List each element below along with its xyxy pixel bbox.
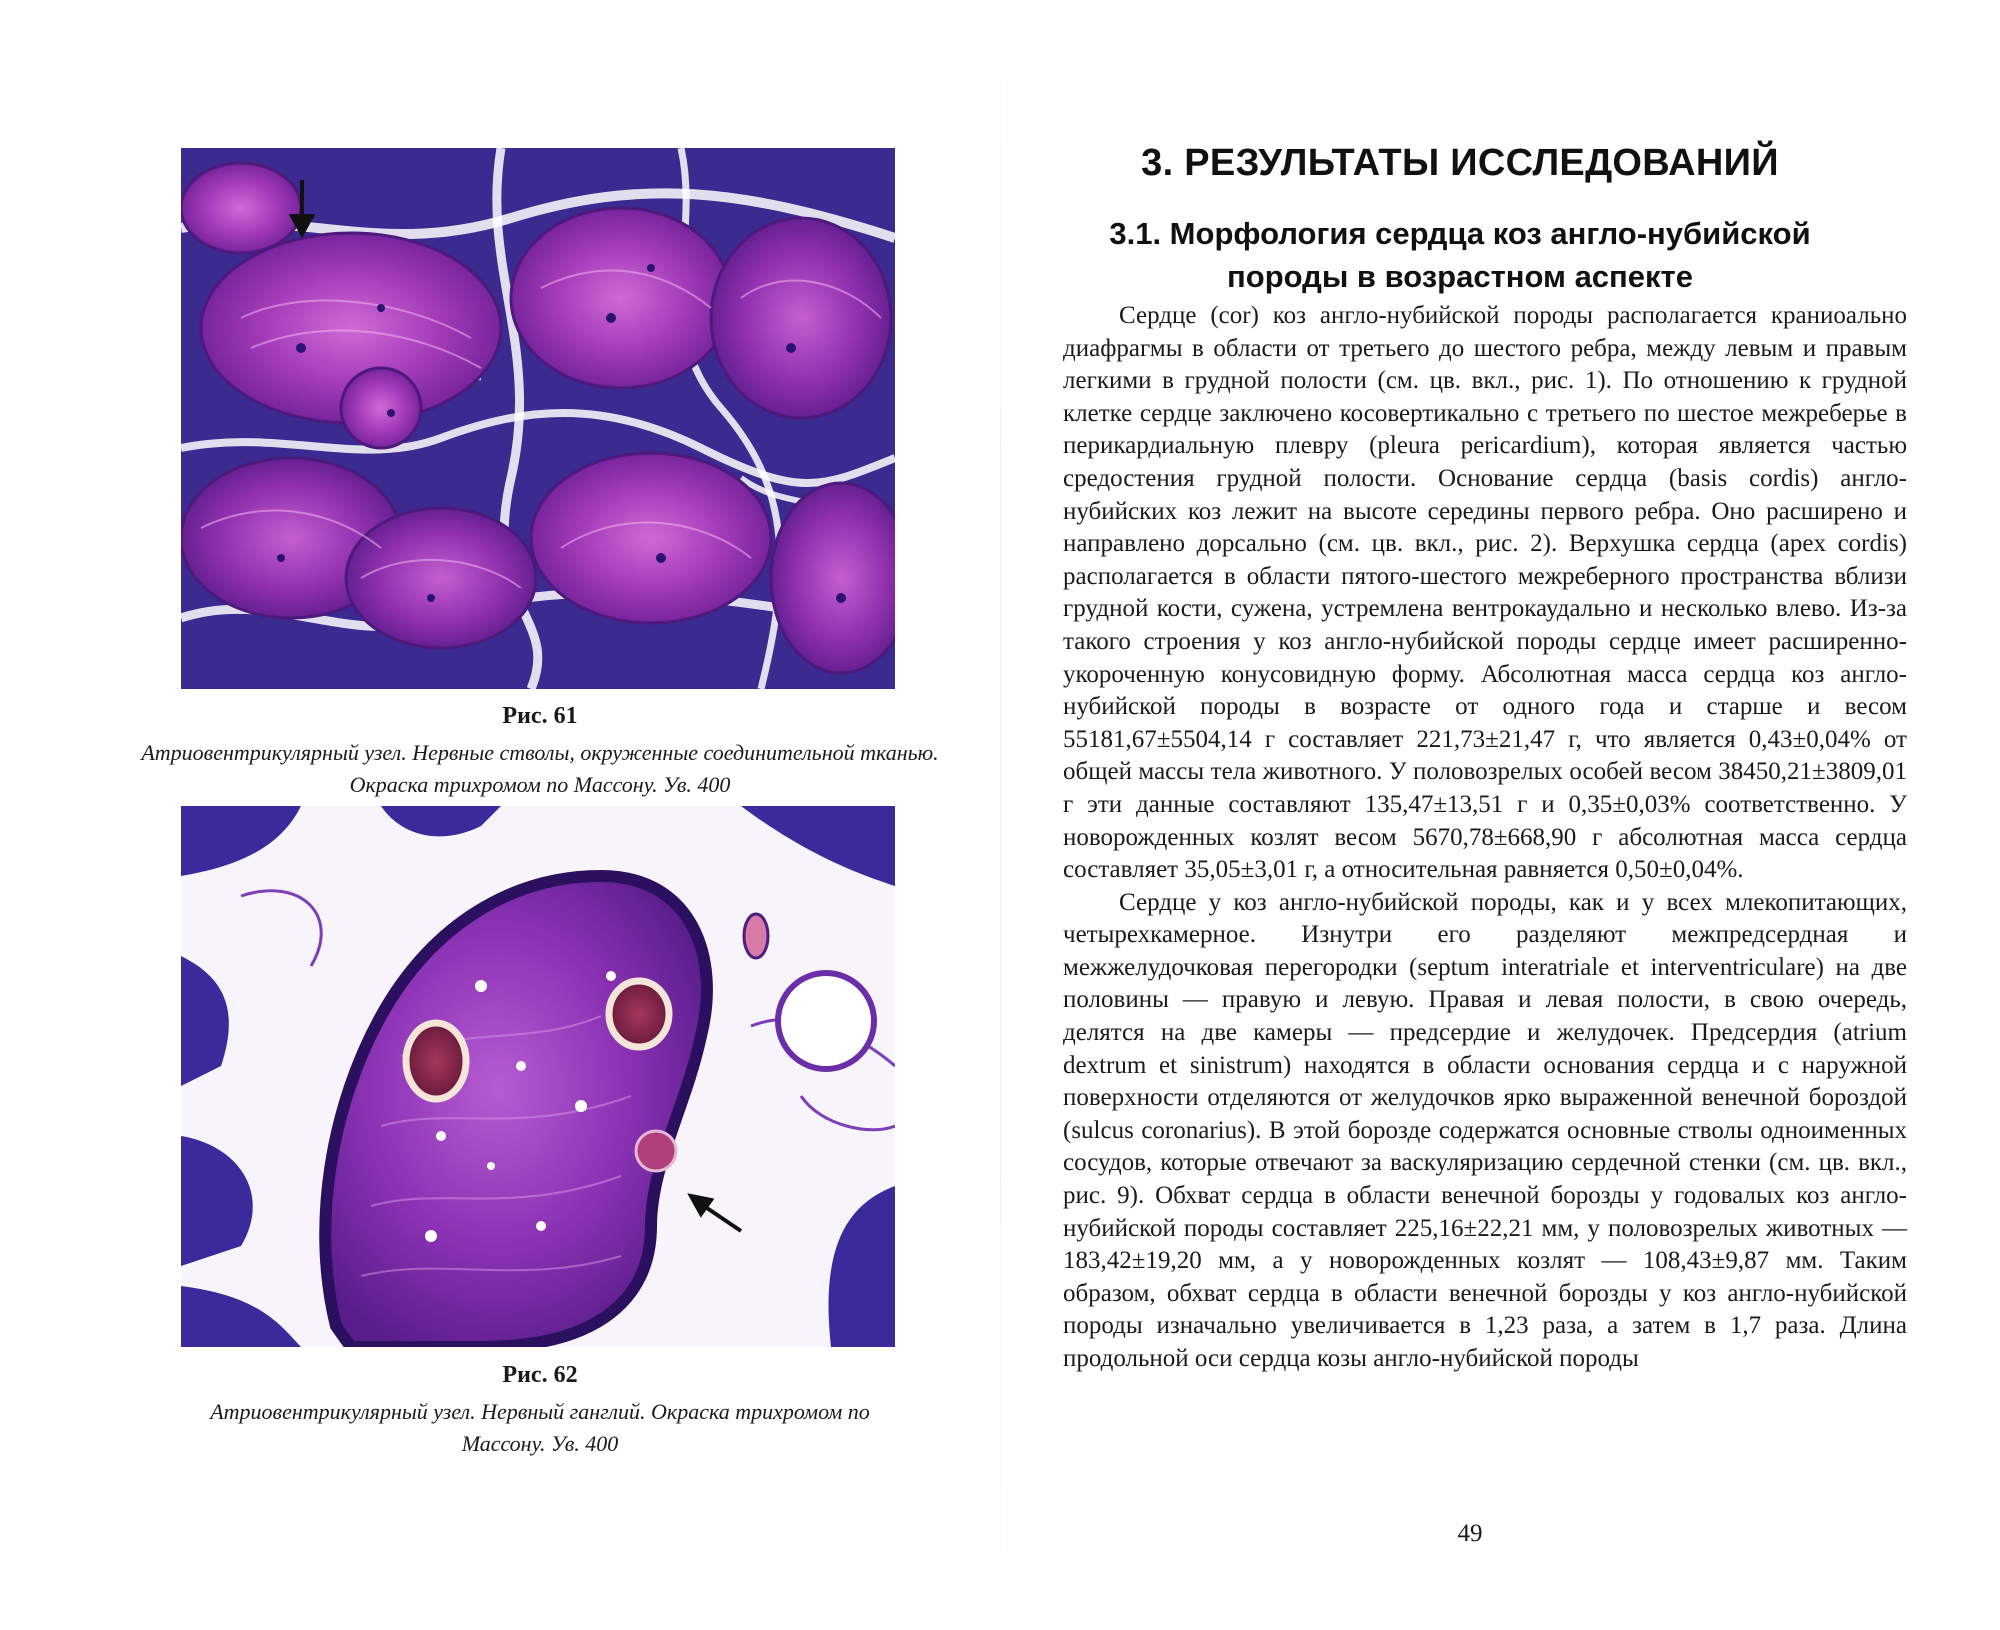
section-title: 3.1. Морфология сердца коз англо-нубийской породы в возрастном аспекте bbox=[1109, 216, 1811, 294]
paragraph-1: Сердце (cor) коз англо-нубийской породы располагается краниоально диафрагмы в области от третьего до шестого ребра, между левым и правым легкими в грудной полости (см. цв. вкл., рис. 1). По отношению к грудной клетке сердце заключено косовертикально с третьего по шестое межреберье в перикардиальную плевру (pleura pericardium), которая является частью средостения грудной полости. Основание сердца (basis cordis) англо-нубийских коз лежит на высоте середины первого ребра. Оно расширено и направлено дорсально (см. цв. вкл., рис. 2). Верхушка сердца (apex cordis) располагается в области пятого-шестого межреберного пространства вблизи грудной кости, сужена, устремлена вентрокаудально и несколько влево. Из-за такого строения у коз англо-нубийской породы сердце имеет расширенно-укороченную конусовидную форму. Абсолютная масса сердца коз англо-нубийской породы в возрасте от одного года и старше и весом 55181,67±5504,14 г составляет 221,73±21,47 г, что является 0,43±0,04% от общей массы тела животного. У половозрелых особей весом 38450,21±3809,01 г эти данные составляют 135,47±13,51 г и 0,35±0,03% соответственно. У новорожденных козлят весом 5670,78±668,90 г абсолютная масса сердца составляет 35,05±3,01 г, а относительная равняется 0,50±0,04%. bbox=[1063, 302, 1907, 884]
micrograph-nerve-ganglion bbox=[181, 806, 895, 1347]
chapter-title: 3. РЕЗУЛЬТАТЫ ИССЛЕДОВАНИЙ bbox=[1141, 142, 1779, 184]
paragraph-2: Сердце у коз англо-нубийской породы, как и у всех млекопитающих, четырехкамерное. Изнутри его разделяют межпредсердная и межжелудочковая перегородки (septum interatriale et interventriculare) на две половины — правую и левую. Правая и левая полости, в свою очередь, делятся на две камеры — предсердие и желудочек. Предсердия (atrium dextrum et sinistrum) находятся в области основания сердца и с наружной поверхности отделяются от желудочков ярко выраженной венечной бороздой (sulcus coronarius). В этой борозде содержатся основные стволы одноименных сосудов, которые отвечают за васкуляризацию сердечной стенки (см. цв. вкл., рис. 9). Обхват сердца в области венечной борозды у годовалых коз англо-нубийской породы составляет 225,16±22,21 мм, у половозрелых животных — 183,42±19,20 мм, а у новорожденных козлят — 108,43±9,87 мм. Таким образом, обхват сердца в области венечной борозды у коз англо-нубийской породы изначально увеличивается в 1,23 раза, а затем в 1,7 раза. Длина продольной оси сердца козы англо-нубийской породы bbox=[1063, 888, 1907, 1372]
figure-62-label: Рис. 62 bbox=[502, 1362, 578, 1388]
book-spine bbox=[1000, 0, 1001, 1630]
figure-62-caption: Атриовентрикулярный узел. Нервный ганглий. Окраска трихромом по Массону. Ув. 400 bbox=[210, 1399, 870, 1456]
page-number: 49 bbox=[1457, 1520, 1483, 1547]
figure-61-caption: Атриовентрикулярный узел. Нервные стволы, окруженные соединительной тканью. Окраска трихромом по Массону. Ув. 400 bbox=[141, 740, 939, 797]
micrograph-nerve-trunks bbox=[181, 148, 895, 689]
body-text bbox=[1063, 300, 1907, 1376]
figure-61-label: Рис. 61 bbox=[502, 703, 578, 729]
